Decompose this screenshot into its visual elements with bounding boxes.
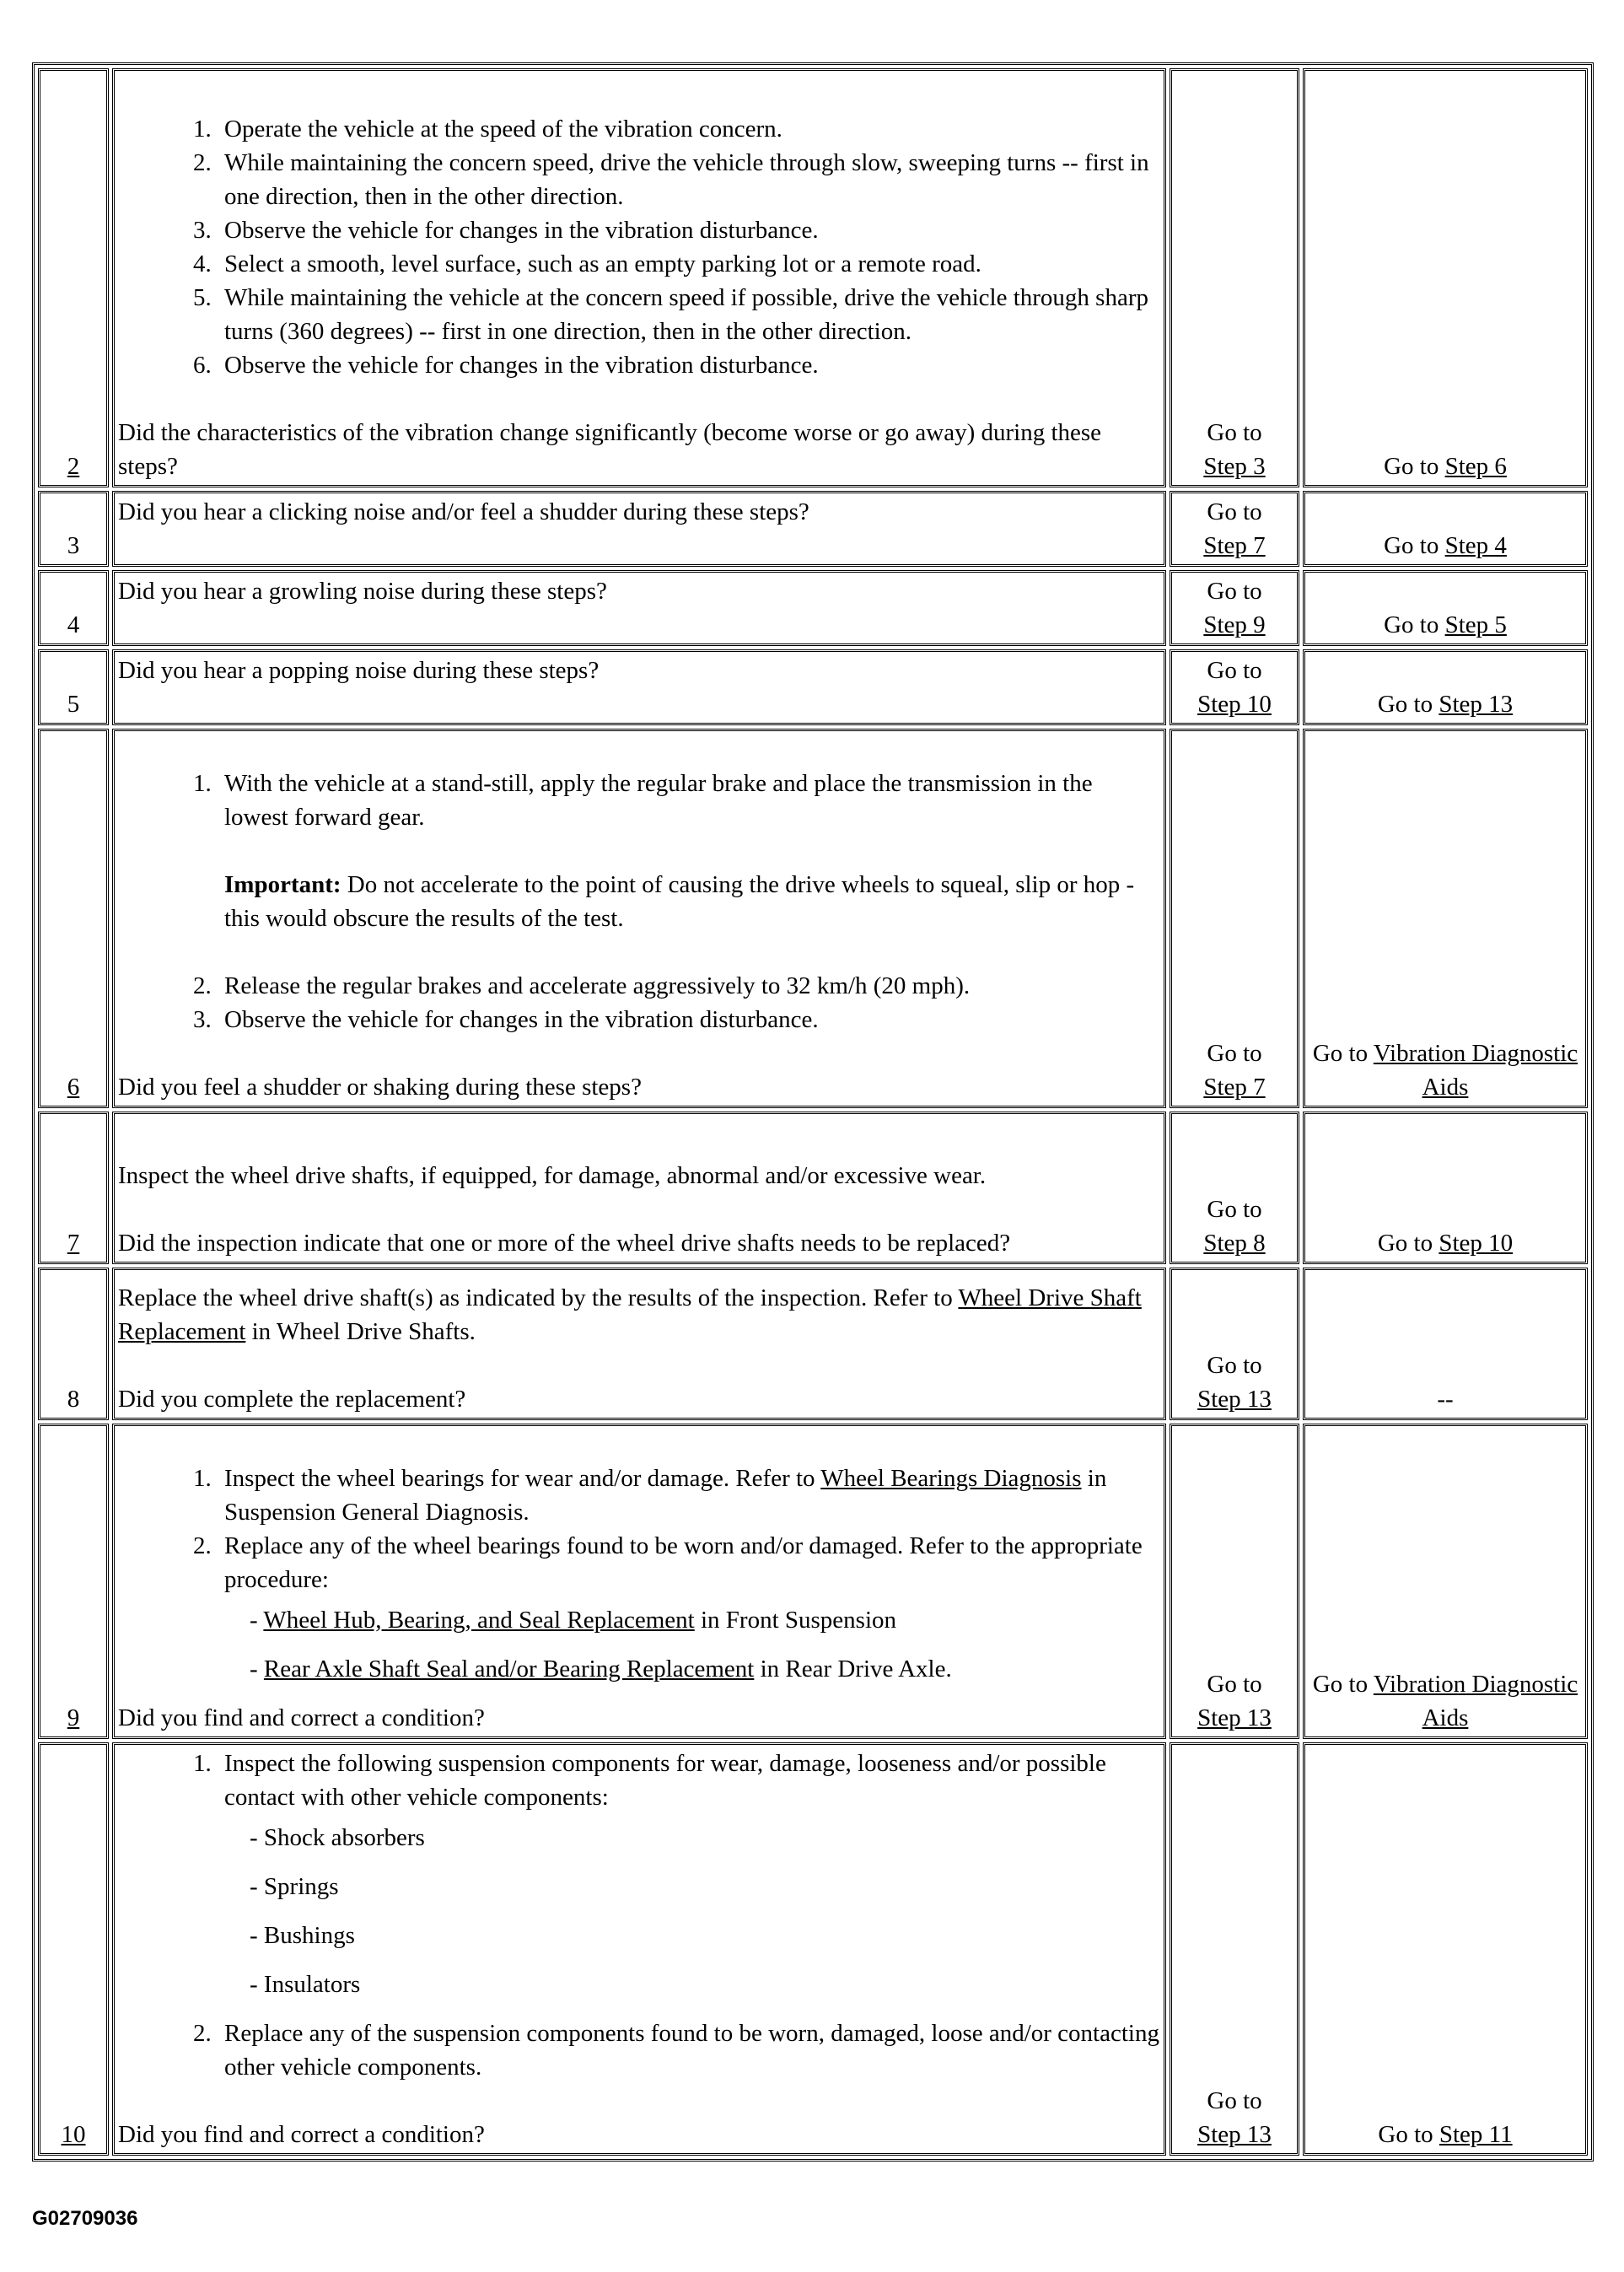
yes-link[interactable]: Step 7 [1203, 1074, 1266, 1101]
action-list [118, 1747, 1160, 2084]
step-number-cell [38, 68, 109, 487]
list-item: 6. Observe the vehicle for changes in the vibration disturbance. [218, 348, 1160, 382]
yes-prefix: Go to [1207, 578, 1262, 605]
no-link[interactable]: Vibration Diagnostic Aids [1373, 1040, 1578, 1101]
no-link[interactable]: Step 6 [1444, 453, 1507, 480]
step-number-cell [38, 649, 109, 725]
important-label: Important: [224, 871, 341, 898]
question-text: Did you complete the replacement? [118, 1386, 466, 1413]
step-number-link[interactable]: 9 [67, 1704, 80, 1731]
table-row [38, 491, 1588, 567]
rear-axle-seal-replacement-link[interactable]: Rear Axle Shaft Seal and/or Bearing Replacement [263, 1656, 755, 1682]
no-cell [1303, 649, 1588, 725]
yes-link[interactable]: Step 13 [1197, 1704, 1272, 1731]
list-item [250, 1603, 1160, 1637]
action-list [118, 112, 1160, 382]
wheel-drive-shaft-replacement-link[interactable]: Wheel Drive Shaft Replacement [118, 1284, 1142, 1345]
table-row [38, 729, 1588, 1108]
action-cell [112, 1424, 1166, 1739]
wheel-bearings-diagnosis-link[interactable]: Wheel Bearings Diagnosis [820, 1465, 1082, 1492]
instruction-post: in Wheel Drive Shafts. [251, 1318, 476, 1345]
wheel-hub-replacement-link[interactable]: Wheel Hub, Bearing, and Seal Replacement [263, 1607, 695, 1634]
question-text: Did you hear a clicking noise and/or feel a shudder during these steps? [118, 498, 809, 525]
no-link[interactable]: Step 10 [1438, 1230, 1514, 1257]
yes-cell [1170, 729, 1299, 1108]
question-text: Did you feel a shudder or shaking during these steps? [118, 1074, 642, 1101]
list-item [218, 1529, 1160, 1686]
no-cell [1303, 1112, 1588, 1264]
list-item: - Bushings [250, 1919, 1160, 1952]
no-text: -- [1437, 1386, 1454, 1413]
yes-link[interactable]: Step 9 [1203, 611, 1266, 638]
yes-link[interactable]: Step 3 [1203, 453, 1266, 480]
no-prefix: Go to [1377, 1230, 1433, 1257]
list-item: 2. While maintaining the concern speed, drive the vehicle through slow, sweeping turns -- first in one direction, then in the other direction. [218, 146, 1160, 213]
instruction-pre: Replace the wheel drive shaft(s) as indicated by the results of the inspection. Refer to [118, 1284, 953, 1311]
list-item: 3. Observe the vehicle for changes in the vibration disturbance. [218, 213, 1160, 247]
yes-link[interactable]: Step 10 [1197, 691, 1272, 718]
step-number-cell [38, 1424, 109, 1739]
yes-prefix: Go to [1207, 2087, 1262, 2114]
action-cell [112, 729, 1166, 1108]
no-cell [1303, 68, 1588, 487]
yes-cell [1170, 1742, 1299, 2156]
instruction-text [118, 1281, 1160, 1349]
action-list [118, 767, 1160, 834]
no-prefix: Go to [1384, 611, 1439, 638]
item-post: in Suspension General Diagnosis. [224, 1465, 1107, 1526]
no-link[interactable]: Step 5 [1444, 611, 1507, 638]
question-text: Did you hear a growling noise during these steps? [118, 578, 607, 605]
step-number-link[interactable]: 2 [67, 453, 80, 480]
step-number: 8 [67, 1386, 80, 1413]
step-number: 4 [67, 611, 80, 638]
no-cell [1303, 1424, 1588, 1739]
list-item: 5. While maintaining the vehicle at the concern speed if possible, drive the vehicle through sharp turns (360 degrees) -- first in one direction, then in the other direction. [218, 281, 1160, 348]
action-cell [112, 68, 1166, 487]
yes-cell [1170, 1424, 1299, 1739]
step-number-cell [38, 1268, 109, 1420]
action-cell [112, 1112, 1166, 1264]
action-cell [112, 491, 1166, 567]
yes-prefix: Go to [1207, 1040, 1262, 1067]
action-cell [112, 649, 1166, 725]
table-row [38, 1268, 1588, 1420]
yes-prefix: Go to [1207, 1352, 1262, 1379]
yes-link[interactable]: Step 8 [1203, 1230, 1266, 1257]
no-prefix: Go to [1377, 691, 1433, 718]
step-number-cell [38, 491, 109, 567]
important-note [224, 868, 1160, 935]
yes-link[interactable]: Step 7 [1203, 532, 1266, 559]
step-number-link[interactable]: 7 [67, 1230, 80, 1257]
step-number-link[interactable]: 10 [61, 2121, 86, 2148]
list-item: - Shock absorbers [250, 1821, 1160, 1855]
yes-cell [1170, 570, 1299, 646]
yes-cell [1170, 1112, 1299, 1264]
question-text: Did you find and correct a condition? [118, 1704, 485, 1731]
list-item: 3. Observe the vehicle for changes in the vibration disturbance. [218, 1003, 1160, 1036]
no-link[interactable]: Step 13 [1438, 691, 1514, 718]
list-item: 4. Select a smooth, level surface, such as an empty parking lot or a remote road. [218, 247, 1160, 281]
figure-code: G02709036 [32, 2207, 138, 2230]
yes-cell [1170, 68, 1299, 487]
table-row [38, 68, 1588, 487]
table-row [38, 649, 1588, 725]
no-link[interactable]: Step 11 [1438, 2121, 1513, 2148]
list-item [218, 1747, 1160, 2001]
action-list [118, 969, 1160, 1036]
diagnostic-table [32, 62, 1594, 2162]
no-cell [1303, 1268, 1588, 1420]
list-item: 2. Replace any of the suspension components found to be worn, damaged, loose and/or contacting other vehicle components. [218, 2016, 1160, 2084]
action-cell [112, 1742, 1166, 2156]
step-number: 3 [67, 532, 80, 559]
step-number-cell [38, 1742, 109, 2156]
procedure-list [224, 1603, 1160, 1686]
yes-link[interactable]: Step 13 [1197, 1386, 1272, 1413]
table-row [38, 570, 1588, 646]
yes-prefix: Go to [1207, 419, 1262, 446]
sub-item-post: in Front Suspension [700, 1607, 897, 1634]
list-item: 2. Release the regular brakes and accelerate aggressively to 32 km/h (20 mph). [218, 969, 1160, 1003]
table-row [38, 1112, 1588, 1264]
list-item: - Springs [250, 1870, 1160, 1903]
no-link[interactable]: Step 4 [1444, 532, 1507, 559]
sub-item-post: in Rear Drive Axle. [760, 1656, 952, 1682]
action-cell [112, 1268, 1166, 1420]
step-number-link[interactable]: 6 [67, 1074, 80, 1101]
yes-cell [1170, 491, 1299, 567]
important-text: Do not accelerate to the point of causing the drive wheels to squeal, slip or hop - this would obscure the results of the test. [224, 871, 1135, 932]
question-text: Did the characteristics of the vibration change significantly (become worse or go away) during these steps? [118, 419, 1102, 480]
no-cell [1303, 491, 1588, 567]
instruction-text: Inspect the wheel drive shafts, if equipped, for damage, abnormal and/or excessive wear. [118, 1162, 987, 1189]
no-prefix: Go to [1384, 453, 1439, 480]
yes-prefix: Go to [1207, 657, 1262, 684]
step-number: 5 [67, 691, 80, 718]
list-item [250, 1652, 1160, 1686]
table-row [38, 1424, 1588, 1739]
item-pre: Inspect the wheel bearings for wear and/or damage. Refer to [224, 1465, 815, 1492]
no-cell [1303, 729, 1588, 1108]
action-list [118, 1462, 1160, 1686]
question-text: Did you hear a popping noise during these steps? [118, 657, 600, 684]
table-row [38, 1742, 1588, 2156]
question-text: Did you find and correct a condition? [118, 2121, 485, 2148]
item-text: Replace any of the wheel bearings found to be worn and/or damaged. Refer to the appropriate procedure: [224, 1532, 1143, 1593]
list-item: 1. Operate the vehicle at the speed of the vibration concern. [218, 112, 1160, 146]
no-cell [1303, 1742, 1588, 2156]
no-prefix: Go to [1312, 1040, 1369, 1067]
step-number-cell [38, 729, 109, 1108]
yes-prefix: Go to [1207, 1196, 1262, 1223]
action-cell [112, 570, 1166, 646]
yes-cell [1170, 1268, 1299, 1420]
list-item: - Insulators [250, 1968, 1160, 2001]
step-number-cell [38, 1112, 109, 1264]
no-prefix: Go to [1384, 532, 1439, 559]
question-text: Did the inspection indicate that one or more of the wheel drive shafts needs to be replaced? [118, 1230, 1011, 1257]
no-prefix: Go to [1378, 2121, 1433, 2148]
item-text: Inspect the following suspension components for wear, damage, looseness and/or possible contact with other vehicle components: [224, 1750, 1106, 1811]
list-item: 1. With the vehicle at a stand-still, apply the regular brake and place the transmission in the lowest forward gear. [218, 767, 1160, 834]
yes-prefix: Go to [1207, 1671, 1262, 1698]
yes-cell [1170, 649, 1299, 725]
yes-prefix: Go to [1207, 498, 1262, 525]
no-cell [1303, 570, 1588, 646]
list-item [218, 1462, 1160, 1529]
no-link[interactable]: Vibration Diagnostic Aids [1373, 1671, 1578, 1731]
step-number-cell [38, 570, 109, 646]
yes-link[interactable]: Step 13 [1197, 2121, 1272, 2148]
no-prefix: Go to [1312, 1671, 1369, 1698]
component-list [224, 1821, 1160, 2001]
